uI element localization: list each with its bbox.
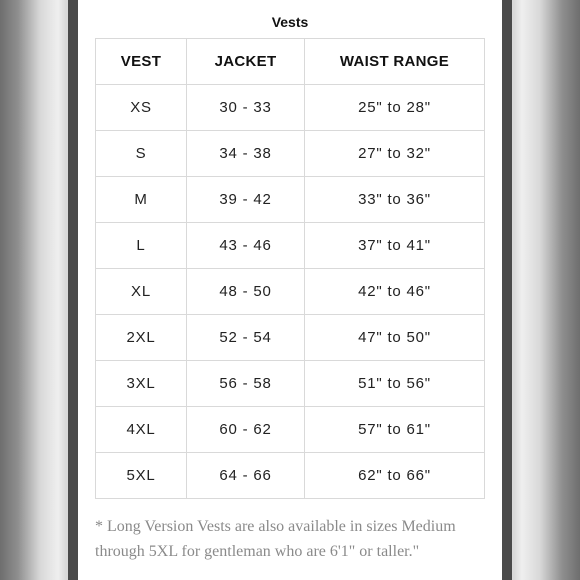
chart-title: Vests xyxy=(271,14,309,30)
jacket-cell: 60 - 62 xyxy=(187,407,305,453)
vest-size-cell: L xyxy=(96,223,187,269)
vest-size-cell: 5XL xyxy=(96,453,187,499)
waist-range-cell: 57" to 61" xyxy=(305,407,485,453)
waist-range-cell: 27" to 32" xyxy=(305,131,485,177)
table-row xyxy=(96,131,485,177)
table-header-row xyxy=(96,39,485,85)
waist-range-cell: 25" to 28" xyxy=(305,85,485,131)
header-waist-range: WAIST RANGE xyxy=(305,39,485,85)
vest-size-cell: 3XL xyxy=(96,361,187,407)
waist-range-cell: 51" to 56" xyxy=(305,361,485,407)
table-row xyxy=(96,177,485,223)
jacket-cell: 48 - 50 xyxy=(187,269,305,315)
vest-size-cell: 4XL xyxy=(96,407,187,453)
waist-range-cell: 47" to 50" xyxy=(305,315,485,361)
waist-range-cell: 33" to 36" xyxy=(305,177,485,223)
vest-size-cell: 2XL xyxy=(96,315,187,361)
long-version-footnote: * Long Version Vests are also available in sizes Medium through 5XL for gentleman who are 6'1" or taller." xyxy=(95,518,456,560)
table-row xyxy=(96,223,485,269)
jacket-cell: 52 - 54 xyxy=(187,315,305,361)
table-row xyxy=(96,85,485,131)
table-row xyxy=(96,269,485,315)
size-table xyxy=(95,38,485,499)
waist-range-cell: 37" to 41" xyxy=(305,223,485,269)
jacket-cell: 64 - 66 xyxy=(187,453,305,499)
size-chart-card xyxy=(78,0,502,580)
table-row xyxy=(96,315,485,361)
header-jacket: JACKET xyxy=(187,39,305,85)
waist-range-cell: 42" to 46" xyxy=(305,269,485,315)
jacket-cell: 43 - 46 xyxy=(187,223,305,269)
waist-range-cell: 62" to 66" xyxy=(305,453,485,499)
jacket-cell: 34 - 38 xyxy=(187,131,305,177)
vest-size-cell: XS xyxy=(96,85,187,131)
table-row xyxy=(96,361,485,407)
jacket-cell: 39 - 42 xyxy=(187,177,305,223)
table-row xyxy=(96,407,485,453)
vest-size-cell: S xyxy=(96,131,187,177)
jacket-cell: 30 - 33 xyxy=(187,85,305,131)
vest-size-cell: XL xyxy=(96,269,187,315)
vest-size-cell: M xyxy=(96,177,187,223)
jacket-cell: 56 - 58 xyxy=(187,361,305,407)
header-vest: VEST xyxy=(96,39,187,85)
table-row xyxy=(96,453,485,499)
